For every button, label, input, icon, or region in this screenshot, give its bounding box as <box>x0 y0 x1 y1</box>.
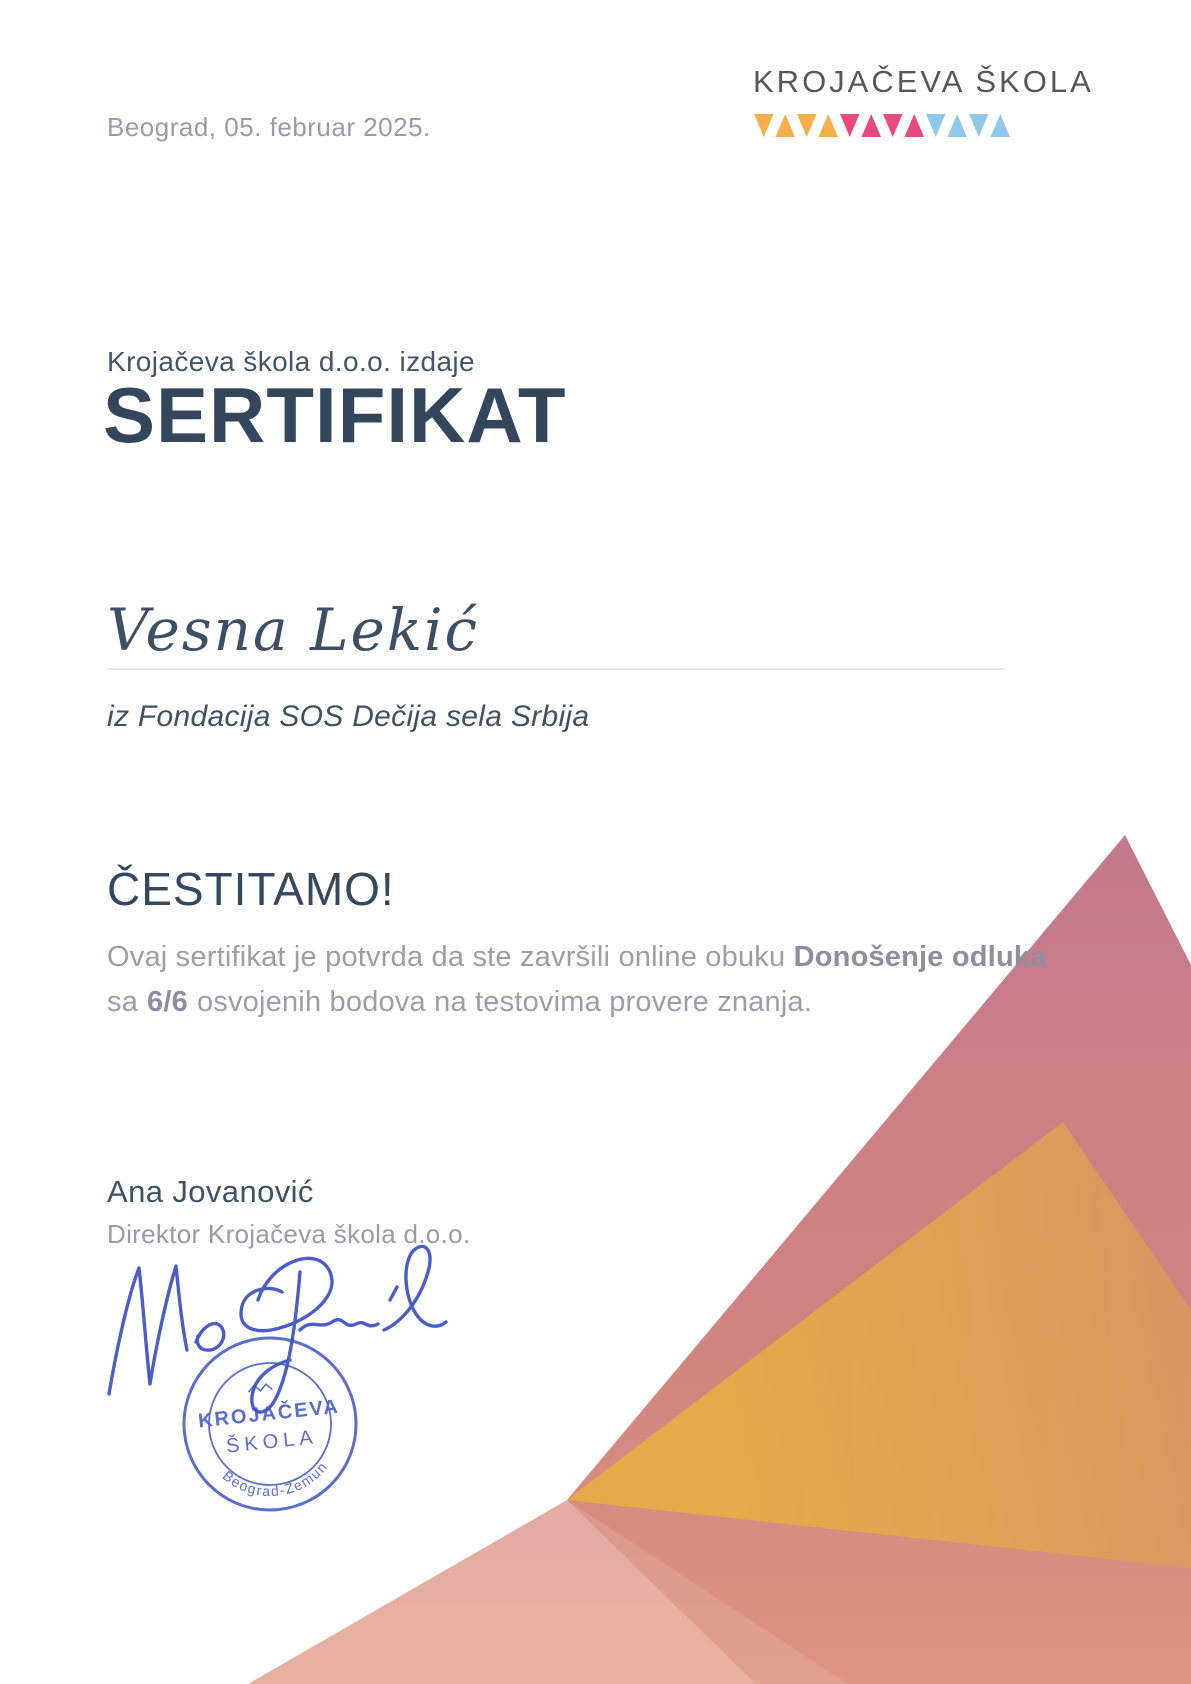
signatory-title: Direktor Krojačeva škola d.o.o. <box>107 1219 471 1249</box>
logo-triangles-icon <box>753 113 1011 139</box>
score-value: 6/6 <box>147 986 188 1018</box>
issuer-line: Krojačeva škola d.o.o. izdaje <box>107 346 476 377</box>
body-part3: osvojenih bodova na testovima provere znanja. <box>196 986 813 1018</box>
congrats-heading: ČESTITAMO! <box>107 863 395 915</box>
logo-text: KROJAČEVA ŠKOLA <box>753 64 1094 99</box>
stamp-arc-text: Beograd-Zemun <box>219 1457 331 1500</box>
body-part1: Ovaj sertifikat je potvrda da ste završili online obuku <box>107 941 794 973</box>
course-name: Donošenje odluka <box>793 941 1047 973</box>
body-paragraph <box>107 935 1067 1025</box>
stamp-line1: KROJAČEVA <box>197 1395 341 1433</box>
name-underline <box>107 668 1005 670</box>
recipient-name: Vesna Lekić <box>107 596 480 664</box>
logo <box>753 64 1094 139</box>
certificate-title: SERTIFIKAT <box>103 371 567 459</box>
signatory-name: Ana Jovanović <box>107 1174 314 1209</box>
recipient-origin: iz Fondacija SOS Dečija sela Srbija <box>107 700 590 733</box>
date-line: Beograd, 05. februar 2025. <box>107 112 431 142</box>
stamp-line2: ŠKOLA <box>225 1426 319 1458</box>
body-part2: sa <box>107 986 139 1018</box>
